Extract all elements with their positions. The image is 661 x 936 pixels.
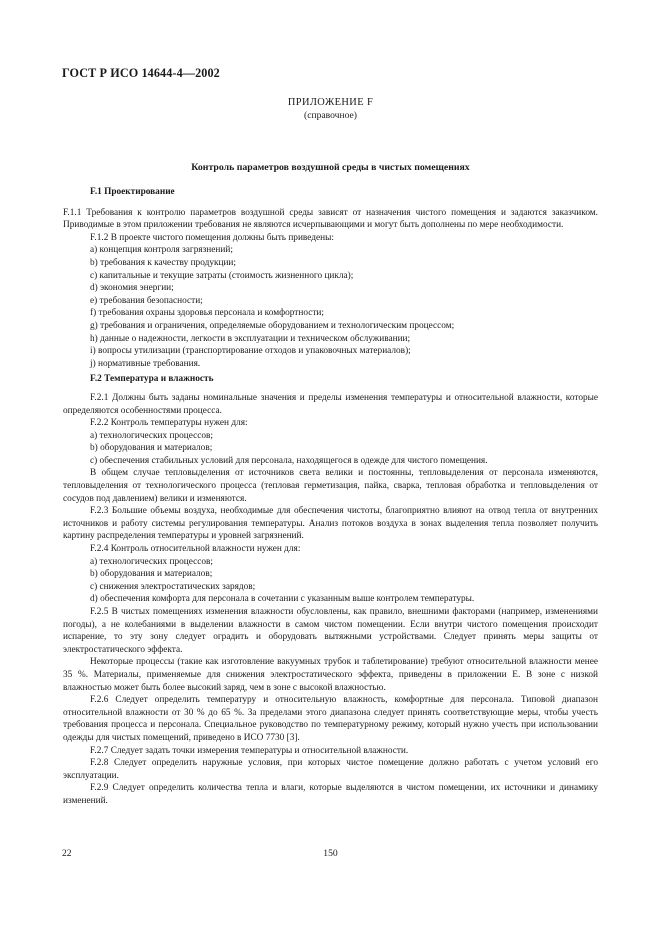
list-item: c) обеспечения стабильных условий для персонала, находящегося в одежде для чистого помещения. (90, 455, 488, 466)
list-item: h) данные о надежности, легкости в эксплуатации и техническом обслуживании; (90, 333, 411, 344)
list-item: j) нормативные требования. (90, 358, 201, 369)
paragraph-f2-2: F.2.2 Контроль температуры нужен для: (90, 418, 248, 429)
list-item: f) требования охраны здоровья персонала и комфортности; (90, 308, 324, 319)
page-number-left: 22 (62, 848, 72, 859)
paragraph-f2-5: F.2.5 В чистых помещениях изменения влажности обусловлены, как правило, внешними факторами (например, изменениями погоды), а не колебаниями в выделении влажности в самом чистом помещении. Если внутри чистого помещения происходит испарение, то эту зону следует оградить и оборудовать вытяжными устройствами. Следует принять меры защиты от электростатического эффекта. (63, 607, 598, 655)
list-item: b) оборудования и материалов; (90, 569, 213, 580)
list-item: b) оборудования и материалов; (90, 443, 213, 454)
paragraph-f2-8: F.2.8 Следует определить наружные условия, при которых чистое помещение должно работать с учетом условий его эксплуатации. (63, 758, 598, 781)
list-item: c) капитальные и текущие затраты (стоимость жизненного цикла); (90, 270, 354, 281)
document-body (63, 186, 598, 808)
list-item: a) технологических процессов; (90, 430, 213, 441)
paragraph-f2-processes: Некоторые процессы (такие как изготовление вакуумных трубок и таблетирование) требуют относительной влажности менее 35 %. Материалы, применяемые для снижения электростатического эффекта, приведены в приложении Е. В зоне с низкой влажностью может быть более высокий заряд, чем в зоне с высокой влажностью. (63, 657, 598, 693)
paragraph-f1-1: F.1.1 Требования к контролю параметров воздушной среды зависят от назначения чистого помещения и задаются заказчиком. Приводимые в этом приложении требования не являются исчерпывающими и могут быть дополнены по мере необходимости. (63, 207, 598, 231)
paragraph-f2-heat: В общем случае тепловыделения от источников света велики и постоянны, тепловыделения от персонала изменяются, тепловыделения от технологического процесса (тепловая герметизация, пайка, сварка, тепловая обработка и тепловыделения от сосудов под давлением) велики и изменяются. (63, 468, 598, 504)
paragraph-f2-4: F.2.4 Контроль относительной влажности нужен для: (90, 544, 301, 555)
main-title: Контроль параметров воздушной среды в чистых помещениях (191, 162, 470, 173)
list-item: d) обеспечения комфорта для персонала в сочетании с указанным выше контролем температуры. (90, 594, 475, 605)
list-item: c) снижения электростатических зарядов; (90, 581, 256, 592)
list-item: i) вопросы утилизации (транспортирование отходов и упаковочных материалов); (90, 346, 411, 357)
paragraph-f2-7: F.2.7 Следует задать точки измерения температуры и относительной влажности. (90, 745, 409, 756)
list-item: d) экономия энергии; (90, 283, 174, 294)
list-item: a) технологических процессов; (90, 556, 213, 567)
appendix-title: ПРИЛОЖЕНИЕ F (287, 97, 374, 108)
document-code-header: ГОСТ Р ИСО 14644-4—2002 (62, 66, 220, 80)
list-item: a) концепция контроля загрязнений; (90, 245, 233, 256)
paragraph-f2-6: F.2.6 Следует определить температуру и относительную влажность, комфортные для персонала. Типовой диапазон относительной влажности от 30 % до 65 %. За пределами этого диапазона следует принять соответствующие меры, чтобы учесть требования процесса и персонала. Специальное руководство по температурному режиму, который нужно учесть при использовании одежды для чистых помещений, приведено в ИСО 7730 [3]. (63, 695, 598, 743)
appendix-subtitle: (справочное) (304, 110, 357, 121)
list-item: e) требования безопасности; (90, 295, 203, 306)
section-heading-f1: F.1 Проектирование (90, 187, 175, 197)
list-item: g) требования и ограничения, определяемые оборудованием и технологическим процессом; (90, 320, 455, 331)
page-number-center: 150 (323, 848, 338, 859)
paragraph-f2-1: F.2.1 Должны быть заданы номинальные значения и пределы изменения температуры и относительной влажности, которые определяются особенностями процесса. (63, 392, 598, 416)
paragraph-f2-3: F.2.3 Большие объемы воздуха, необходимые для обеспечения чистоты, благоприятно влияют на отвод тепла от внутренних источников и работу системы регулирования температуры. Анализ потоков воздуха в зонах выделения тепла позволяет получить картину распределения температуры и уровней загрязнений. (63, 506, 598, 542)
list-item: b) требования к качеству продукции; (90, 257, 236, 268)
paragraph-f1-2: F.1.2 В проекте чистого помещения должны быть приведены: (90, 232, 334, 243)
section-heading-f2: F.2 Температура и влажность (90, 374, 214, 385)
paragraph-f2-9: F.2.9 Следует определить количества тепла и влаги, которые выделяются в чистом помещении, их источники и динамику изменений. (63, 783, 598, 806)
